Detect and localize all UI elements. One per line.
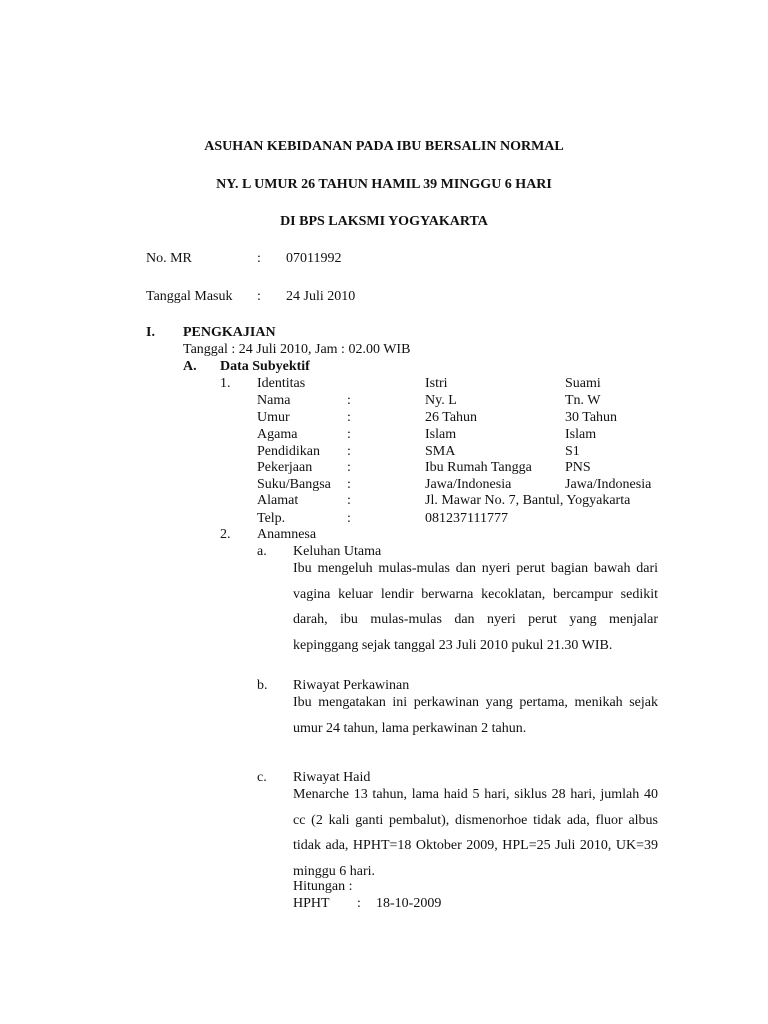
doc-title-line-3: DI BPS LAKSMI YOGYAKARTA [280,214,488,229]
column-suami-header: Suami [565,376,601,391]
identity-label: Pendidikan [257,444,320,459]
identity-colon: : [347,460,351,475]
identity-label: Pekerjaan [257,460,313,475]
identity-istri-value: SMA [425,444,456,459]
mr-colon: : [257,251,261,266]
subitem-b-letter: b. [257,678,268,693]
tanggal-masuk-label: Tanggal Masuk [146,289,233,304]
identity-istri-value: Islam [425,427,457,442]
identity-colon: : [347,511,351,526]
hpht-colon: : [357,896,361,911]
section-number: I. [146,325,155,340]
keluhan-utama-text: Ibu mengeluh mulas-mulas dan nyeri perut bagian bawah dari vagina keluar lendir berwarna kecoklatan, bercampur sedikit darah, ibu mulas-mulas dan nyeri perut yang menjalar kepinggang sejak tanggal 23 Juli 2010 pukul 21.30 WIB. [293,561,658,653]
subitem-b-title: Riwayat Perkawinan [293,678,410,693]
subitem-a-title: Keluhan Utama [293,544,382,559]
identity-colon: : [347,477,351,492]
identity-suami-value: Tn. W [565,393,601,408]
tanggal-masuk-colon: : [257,289,261,304]
identity-colon: : [347,410,351,425]
item-2-number: 2. [220,527,231,542]
subitem-a-letter: a. [257,544,267,559]
identity-suami-value: Islam [565,427,597,442]
identity-label: Umur [257,410,290,425]
riwayat-perkawinan-text: Ibu mengatakan ini perkawinan yang pertama, menikah sejak umur 24 tahun, lama perkawinan 2 tahun. [293,695,658,736]
doc-title-line-1: ASUHAN KEBIDANAN PADA IBU BERSALIN NORMAL [204,139,564,154]
identity-colon: : [347,393,351,408]
identity-suami-value: S1 [565,444,580,459]
identity-istri-value: Ibu Rumah Tangga [425,460,532,475]
item-1-label: Identitas [257,376,306,391]
column-istri-header: Istri [425,376,448,391]
identity-istri-value: 26 Tahun [425,410,478,425]
identity-label: Alamat [257,493,299,508]
item-2-label: Anamnesa [257,527,317,542]
hitungan-label: Hitungan : [293,879,353,894]
identity-colon: : [347,444,351,459]
identity-istri-value: Jl. Mawar No. 7, Bantul, Yogyakarta [425,493,631,508]
subsection-a-number: A. [183,359,197,374]
item-1-number: 1. [220,376,231,391]
identity-colon: : [347,427,351,442]
subitem-c-title: Riwayat Haid [293,770,371,785]
subitem-c-letter: c. [257,770,267,785]
hpht-label: HPHT [293,896,330,911]
identity-suami-value: 30 Tahun [565,410,618,425]
mr-label: No. MR [146,251,192,266]
hpht-value: 18-10-2009 [376,896,442,911]
identity-suami-value: PNS [565,460,591,475]
identity-colon: : [347,493,351,508]
identity-suami-value: Jawa/Indonesia [565,477,652,492]
identity-istri-value: Ny. L [425,393,457,408]
identity-label: Nama [257,393,291,408]
identity-istri-value: 081237111777 [425,511,508,526]
mr-value: 07011992 [286,251,342,266]
identity-label: Agama [257,427,298,442]
assessment-date: Tanggal : 24 Juli 2010, Jam : 02.00 WIB [183,342,411,357]
identity-label: Suku/Bangsa [257,477,331,492]
identity-istri-value: Jawa/Indonesia [425,477,512,492]
identity-label: Telp. [257,511,286,526]
riwayat-haid-text: Menarche 13 tahun, lama haid 5 hari, siklus 28 hari, jumlah 40 cc (2 kali ganti pembalut), dismenorhoe tidak ada, fluor albus tidak ada, HPHT=18 Oktober 2009, HPL=25 Juli 2010, UK=39 minggu 6 hari. [293,787,658,879]
subsection-a-title: Data Subyektif [220,359,310,374]
doc-title-line-2: NY. L UMUR 26 TAHUN HAMIL 39 MINGGU 6 HARI [216,177,552,192]
section-title: PENGKAJIAN [183,325,276,340]
tanggal-masuk-value: 24 Juli 2010 [286,289,356,304]
